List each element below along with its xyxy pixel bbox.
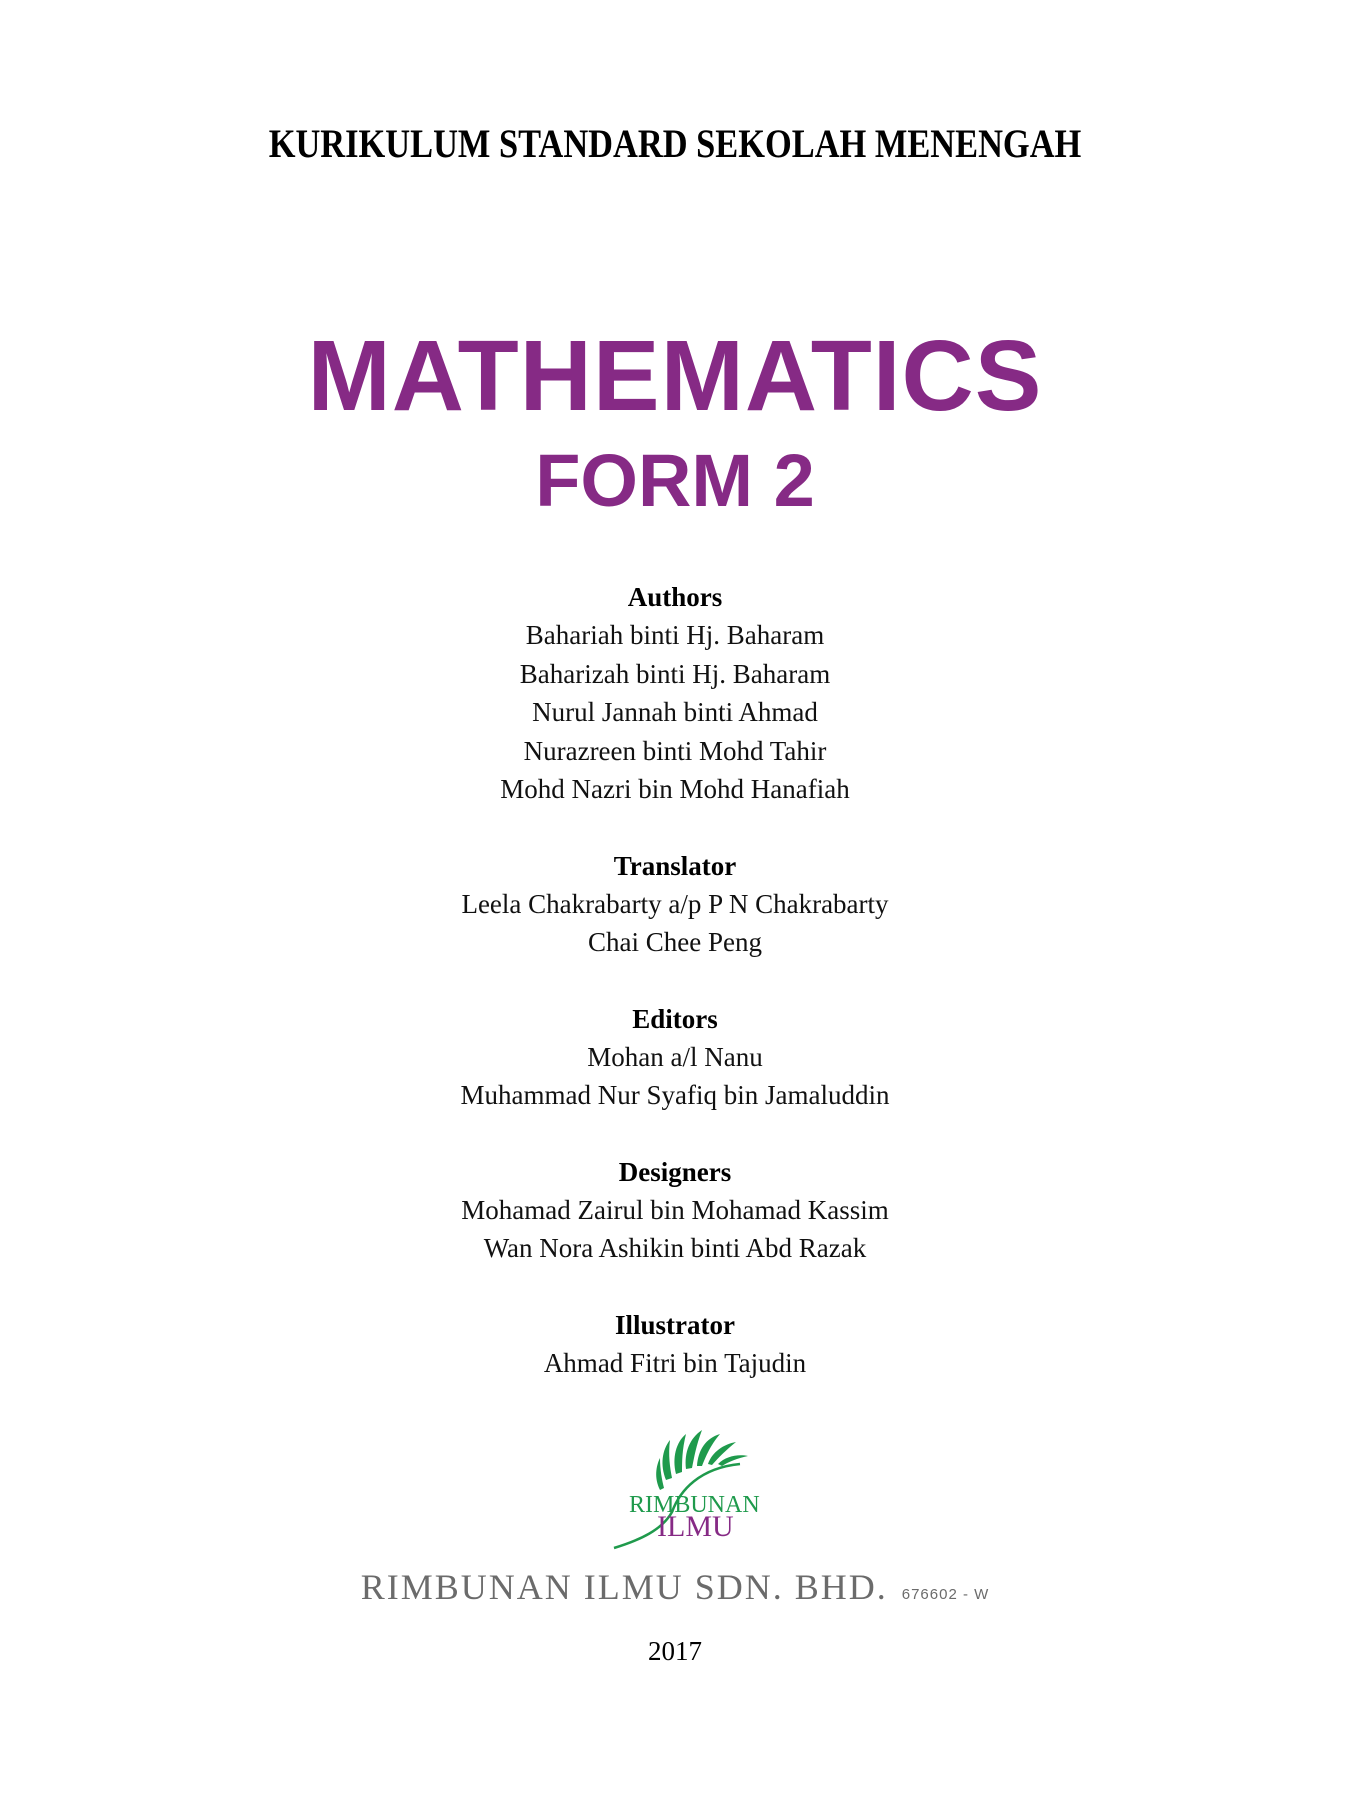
credit-name: Mohd Nazri bin Mohd Hanafiah xyxy=(500,774,850,804)
series-title: KURIKULUM STANDARD SEKOLAH MENENGAH xyxy=(268,121,1082,166)
credit-group-authors xyxy=(0,578,1350,809)
credit-group-designers xyxy=(0,1153,1350,1268)
publisher-line xyxy=(0,1566,1350,1608)
credit-name: Chai Chee Peng xyxy=(588,927,762,957)
credit-name: Baharizah binti Hj. Baharam xyxy=(519,658,831,689)
credit-name: Mohan a/l Nanu xyxy=(587,1041,763,1072)
book-subtitle: FORM 2 xyxy=(535,439,815,522)
credit-heading: Authors xyxy=(627,582,723,612)
publisher-logo xyxy=(600,1420,770,1560)
credit-name: Nurazreen binti Mohd Tahir xyxy=(523,735,827,766)
credit-group-translator xyxy=(0,847,1350,962)
credit-name: Bahariah binti Hj. Baharam xyxy=(525,620,825,650)
svg-text:RIMBUNAN: RIMBUNAN xyxy=(629,1492,760,1518)
credit-name: Nurul Jannah binti Ahmad xyxy=(532,697,818,727)
registration-number: 676602 - W xyxy=(901,1586,990,1603)
credit-heading: Editors xyxy=(632,1003,718,1034)
credit-name: Leela Chakrabarty a/p P N Chakrabarty xyxy=(461,888,889,919)
credit-heading: Translator xyxy=(613,850,737,881)
publication-year: 2017 xyxy=(648,1636,702,1666)
credit-name: Muhammad Nur Syafiq bin Jamaluddin xyxy=(460,1080,890,1110)
credit-name: Wan Nora Ashikin binti Abd Razak xyxy=(483,1233,867,1263)
credits xyxy=(0,578,1350,1420)
credit-heading: Designers xyxy=(618,1156,732,1187)
book-title: MATHEMATICS xyxy=(307,320,1043,432)
palm-leaf-icon xyxy=(600,1420,770,1560)
credit-name: Ahmad Fitri bin Tajudin xyxy=(543,1347,807,1378)
publisher-name: RIMBUNAN ILMU SDN. BHD. xyxy=(360,1567,888,1607)
credit-group-illustrator xyxy=(0,1306,1350,1383)
svg-text:ILMU: ILMU xyxy=(657,1510,734,1543)
credit-group-editors xyxy=(0,1000,1350,1115)
credit-heading: Illustrator xyxy=(615,1309,735,1340)
credit-name: Mohamad Zairul bin Mohamad Kassim xyxy=(461,1194,889,1225)
